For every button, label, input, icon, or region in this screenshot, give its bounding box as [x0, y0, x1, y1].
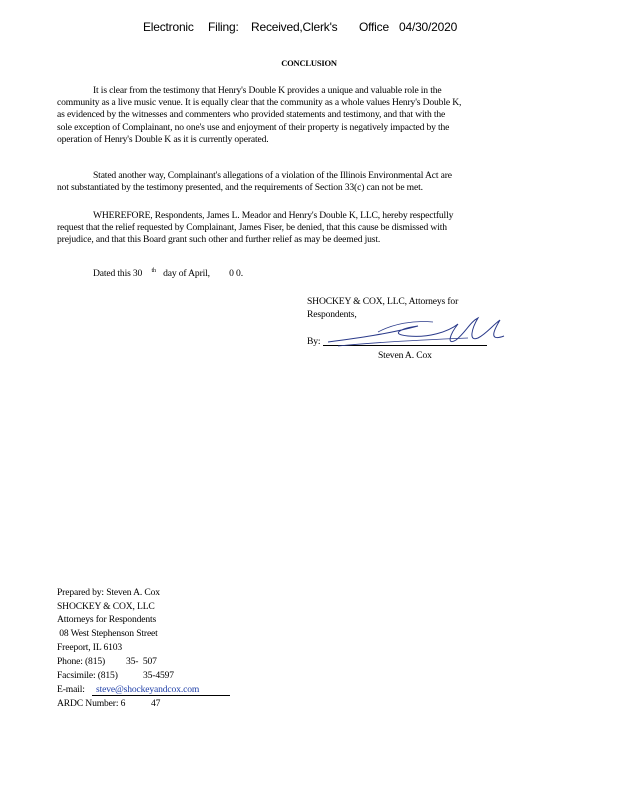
dated-line — [93, 268, 243, 279]
dated-prefix: Dated this 30 — [93, 268, 143, 279]
dated-month: day of April, — [163, 268, 210, 279]
prepared-by: Prepared by: Steven A. Cox — [57, 587, 160, 598]
footer-ardc-label: ARDC Number: 6 — [57, 698, 126, 709]
header-word-office: Office — [359, 20, 389, 34]
signer-name: Steven A. Cox — [378, 350, 432, 361]
footer-phone-number: 35- 507 — [126, 656, 157, 667]
footer-fax-number: 35-4597 — [143, 670, 174, 681]
footer-email-link[interactable]: steve@shockeyandcox.com — [96, 684, 200, 695]
header-filing-date: 04/30/2020 — [399, 20, 458, 34]
email-underline — [92, 695, 230, 696]
dated-superscript: th — [151, 268, 156, 274]
section-heading: CONCLUSION — [281, 58, 337, 68]
firm-line-2: Respondents, — [307, 309, 357, 320]
by-label: By: — [307, 336, 321, 347]
footer-city: Freeport, IL 6103 — [57, 642, 123, 653]
paragraph-testimony: It is clear from the testimony that Henry's Double K provides a unique and valuable role in the community as a live music venue. It is equally clear that the community as a whole values Henry's Double K, as evidenced by the witnesses and commenters who provided statements and testimony, and that with the sole exception of Complainant, no one's use and enjoyment of their property is negatively impacted by the operation of Henry's Double K as it is currently operated. — [57, 85, 462, 145]
header-word-received-clerks: Received,Clerk's — [251, 20, 338, 34]
footer-email-label: E-mail: — [57, 684, 85, 695]
paragraph-stated-another-way: Stated another way, Complainant's allegations of a violation of the Illinois Environmental Act are not substantiated by the testimony presented, and the requirements of Section 33(c) can not be met. — [57, 170, 452, 194]
footer-firm: SHOCKEY & COX, LLC — [57, 601, 155, 612]
dated-year: 0 0. — [229, 268, 243, 279]
paragraph-wherefore: WHEREFORE, Respondents, James L. Meador and Henry's Double K, LLC, hereby respectfully request that the relief requested by Complainant, James Fiser, be denied, that this cause be dismissed with prejudice, and that this Board grant such other and further relief as may be deemed just. — [57, 210, 454, 246]
footer-street: 08 West Stephenson Street — [57, 628, 158, 639]
firm-line-1: SHOCKEY & COX, LLC, Attorneys for — [307, 296, 459, 307]
footer-fax-label: Facsimile: (815) — [57, 670, 118, 681]
footer-ardc-number: 47 — [151, 698, 161, 709]
header-word-filing: Filing: — [208, 20, 239, 34]
header-word-electronic: Electronic — [143, 20, 194, 34]
footer-role: Attorneys for Respondents — [57, 614, 157, 625]
footer-phone-label: Phone: (815) — [57, 656, 106, 667]
